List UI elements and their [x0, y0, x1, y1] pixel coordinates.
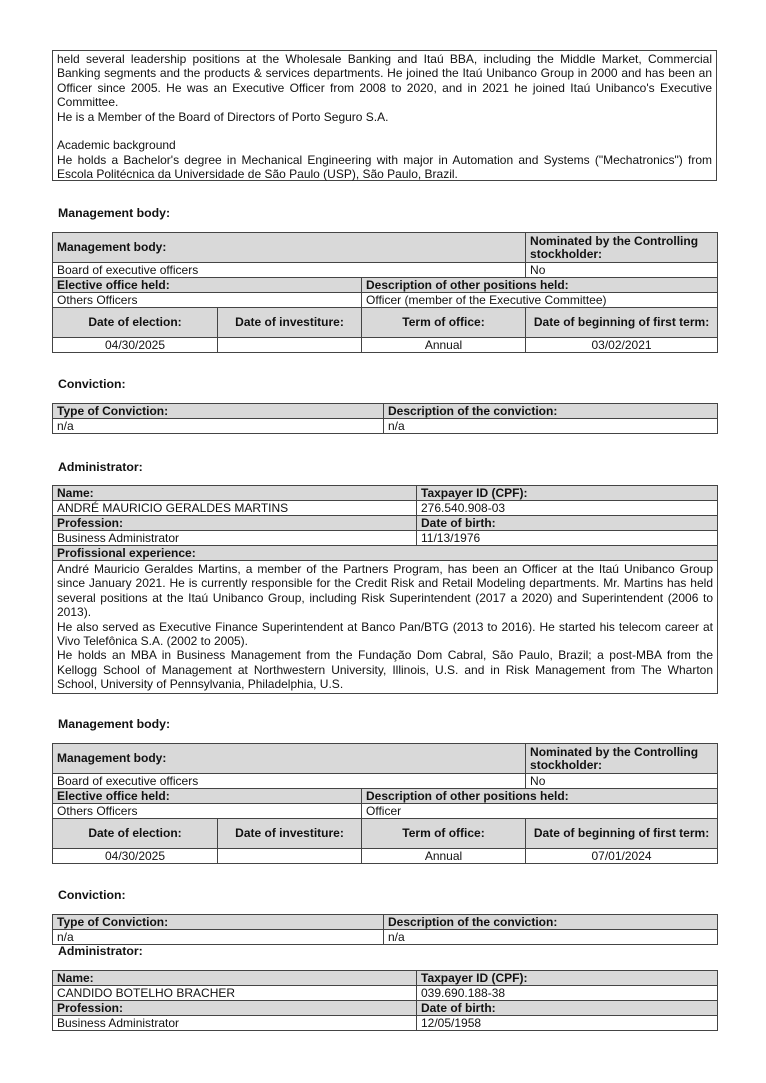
- type-conviction-label: Type of Conviction:: [53, 404, 384, 419]
- section-title-management: Management body:: [58, 206, 171, 220]
- bio-paragraph: He is a Member of the Board of Directors of Porto Seguro S.A.: [57, 109, 389, 124]
- date-investiture-label: Date of investiture:: [218, 308, 362, 338]
- date-election-label: Date of election:: [53, 819, 218, 849]
- date-investiture-label: Date of investiture:: [218, 819, 362, 849]
- term-office-value: Annual: [362, 849, 526, 864]
- experience-text: [53, 561, 718, 694]
- bio-spacer: [57, 124, 712, 138]
- bio-paragraph: held several leadership positions at the Wholesale Banking and Itaú BBA, including the Middle Market, Commercial Banking segments and the products & services departments. He joined the Itaú Unibanco Group in 2000 and has been an Officer since 2005. He was an Executive Officer from 2008 to 2020, and in 2021 he joined Itaú Unibanco's Executive Committee.: [57, 52, 712, 110]
- taxpayer-label: Taxpayer ID (CPF):: [417, 971, 718, 986]
- elective-office-label: Elective office held:: [53, 789, 362, 804]
- elective-office-value: Others Officers: [53, 804, 362, 819]
- other-positions-label: Description of other positions held:: [362, 278, 718, 293]
- name-label: Name:: [53, 486, 417, 501]
- experience-paragraph: André Mauricio Geraldes Martins, a member of the Partners Program, has been an Officer at the Itaú Unibanco Group since January 2021. He is currently responsible for the Credit Risk and Retail Modeling departments. Mr. Martins has held several positions at the Itaú Unibanco Group, including Risk Superintendent (2017 a 2020) and Superintendent (2006 to 2013).: [57, 562, 713, 620]
- desc-conviction-value: n/a: [384, 930, 718, 945]
- term-office-value: Annual: [362, 338, 526, 353]
- desc-conviction-label: Description of the conviction:: [384, 915, 718, 930]
- management-body-table: [52, 232, 718, 353]
- date-investiture-value: [218, 338, 362, 353]
- first-term-value: 03/02/2021: [526, 338, 718, 353]
- management-body-label: Management body:: [53, 744, 526, 774]
- term-office-label: Term of office:: [362, 819, 526, 849]
- administrator-table: [52, 485, 718, 694]
- nominated-value: No: [526, 263, 718, 278]
- profession-label: Profession:: [53, 516, 417, 531]
- section-title-administrator: Administrator:: [58, 460, 143, 474]
- section-title-management-2: Management body:: [58, 717, 171, 731]
- desc-conviction-label: Description of the conviction:: [384, 404, 718, 419]
- dob-label: Date of birth:: [417, 1001, 718, 1016]
- other-positions-label: Description of other positions held:: [362, 789, 718, 804]
- date-election-value: 04/30/2025: [53, 849, 218, 864]
- management-body-table-2: [52, 743, 718, 864]
- first-term-label: Date of beginning of first term:: [526, 819, 718, 849]
- date-election-label: Date of election:: [53, 308, 218, 338]
- desc-conviction-value: n/a: [384, 419, 718, 434]
- date-investiture-value: [218, 849, 362, 864]
- section-title-conviction: Conviction:: [58, 377, 126, 391]
- conviction-table-2: [52, 914, 718, 945]
- elective-office-label: Elective office held:: [53, 278, 362, 293]
- taxpayer-value: 039.690.188-38: [417, 986, 718, 1001]
- term-office-label: Term of office:: [362, 308, 526, 338]
- first-term-value: 07/01/2024: [526, 849, 718, 864]
- bio-continuation-box: [52, 50, 717, 181]
- profession-label: Profession:: [53, 1001, 417, 1016]
- name-value: ANDRÉ MAURICIO GERALDES MARTINS: [53, 501, 417, 516]
- nominated-label: Nominated by the Controlling stockholder:: [526, 744, 718, 774]
- name-label: Name:: [53, 971, 417, 986]
- experience-paragraph: He also served as Executive Finance Superintendent at Banco Pan/BTG (2013 to 2016). He started his telecom career at Vivo Telefônica S.A. (2002 to 2005).: [57, 619, 713, 649]
- taxpayer-label: Taxpayer ID (CPF):: [417, 486, 718, 501]
- bio-heading: Academic background: [57, 138, 176, 153]
- experience-label: Profissional experience:: [53, 546, 718, 561]
- administrator-table-2: [52, 970, 718, 1031]
- management-body-value: Board of executive officers: [53, 263, 526, 278]
- name-value: CANDIDO BOTELHO BRACHER: [53, 986, 417, 1001]
- other-positions-value: Officer (member of the Executive Committee): [362, 293, 718, 308]
- type-conviction-value: n/a: [53, 419, 384, 434]
- first-term-label: Date of beginning of first term:: [526, 308, 718, 338]
- dob-value: 12/05/1958: [417, 1016, 718, 1031]
- elective-office-value: Others Officers: [53, 293, 362, 308]
- other-positions-value: Officer: [362, 804, 718, 819]
- management-body-label: Management body:: [53, 233, 526, 263]
- type-conviction-label: Type of Conviction:: [53, 915, 384, 930]
- type-conviction-value: n/a: [53, 930, 384, 945]
- profession-value: Business Administrator: [53, 531, 417, 546]
- management-body-value: Board of executive officers: [53, 774, 526, 789]
- conviction-table: [52, 403, 718, 434]
- section-title-administrator-2: Administrator:: [58, 944, 143, 958]
- bio-paragraph: He holds a Bachelor's degree in Mechanical Engineering with major in Automation and Systems ("Mechatronics") from Escola Politécnica da Universidade de São Paulo (USP), São Paulo, Brazil.: [57, 152, 712, 182]
- profession-value: Business Administrator: [53, 1016, 417, 1031]
- date-election-value: 04/30/2025: [53, 338, 218, 353]
- section-title-conviction-2: Conviction:: [58, 888, 126, 902]
- dob-label: Date of birth:: [417, 516, 718, 531]
- dob-value: 11/13/1976: [417, 531, 718, 546]
- taxpayer-value: 276.540.908-03: [417, 501, 718, 516]
- experience-paragraph: He holds an MBA in Business Management from the Fundação Dom Cabral, São Paulo, Brazil; a post-MBA from the Kellogg School of Management at Northwestern University, Illinois, U.S. and in Risk Management from The Wharton School, University of Pennsylvania, Philadelphia, U.S.: [57, 648, 713, 692]
- nominated-value: No: [526, 774, 718, 789]
- nominated-label: Nominated by the Controlling stockholder:: [526, 233, 718, 263]
